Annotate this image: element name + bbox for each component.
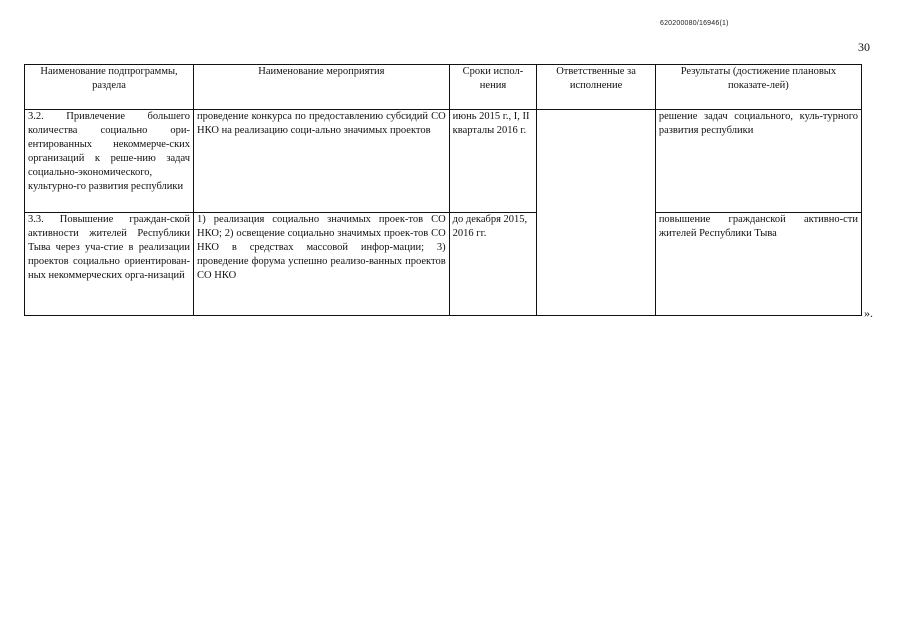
table-row (25, 213, 862, 316)
cell-result: решение задач социального, куль-турного развития республики (655, 110, 861, 213)
cell-deadline: июнь 2015 г., I, II кварталы 2016 г. (449, 110, 537, 213)
cell-deadline: до декабря 2015, 2016 гг. (449, 213, 537, 316)
cell-measure: проведение конкурса по предоставлению субсидий СО НКО на реализацию соци-ально значимых проектов (194, 110, 450, 213)
closing-quote: ». (864, 306, 873, 320)
column-header-measure: Наименование мероприятия (194, 65, 450, 110)
column-header-section: Наименование подпрограммы, раздела (25, 65, 194, 110)
table-row (25, 110, 862, 213)
column-header-result: Результаты (достижение плановых показате-лей) (655, 65, 861, 110)
program-table (24, 64, 862, 316)
page-number: 30 (858, 40, 870, 54)
column-header-deadline: Сроки испол-нения (449, 65, 537, 110)
document-id: 620200080/16946(1) (660, 20, 729, 27)
table-header-row (25, 65, 862, 110)
cell-measure: 1) реализация социально значимых проек-тов СО НКО; 2) освещение социально значимых проек-тов СО НКО в средствах массовой инфор-мации; 3) проведение форума успешно реализо-ванных проектов СО НКО (194, 213, 450, 316)
cell-section: 3.2. Привлечение большего количества социально ори-ентированных некоммерче-ских организаций к реше-нию задач социально-экономического, культурно-го развития республики (25, 110, 194, 213)
cell-result: повышение гражданской активно-сти жителей Республики Тыва (655, 213, 861, 316)
column-header-responsible: Ответственные за исполнение (537, 65, 656, 110)
cell-responsible (537, 110, 656, 316)
cell-section: 3.3. Повышение граждан-ской активности жителей Республики Тыва через уча-стие в реализации проектов социально ориентирован-ных некоммерческих орга-низаций (25, 213, 194, 316)
